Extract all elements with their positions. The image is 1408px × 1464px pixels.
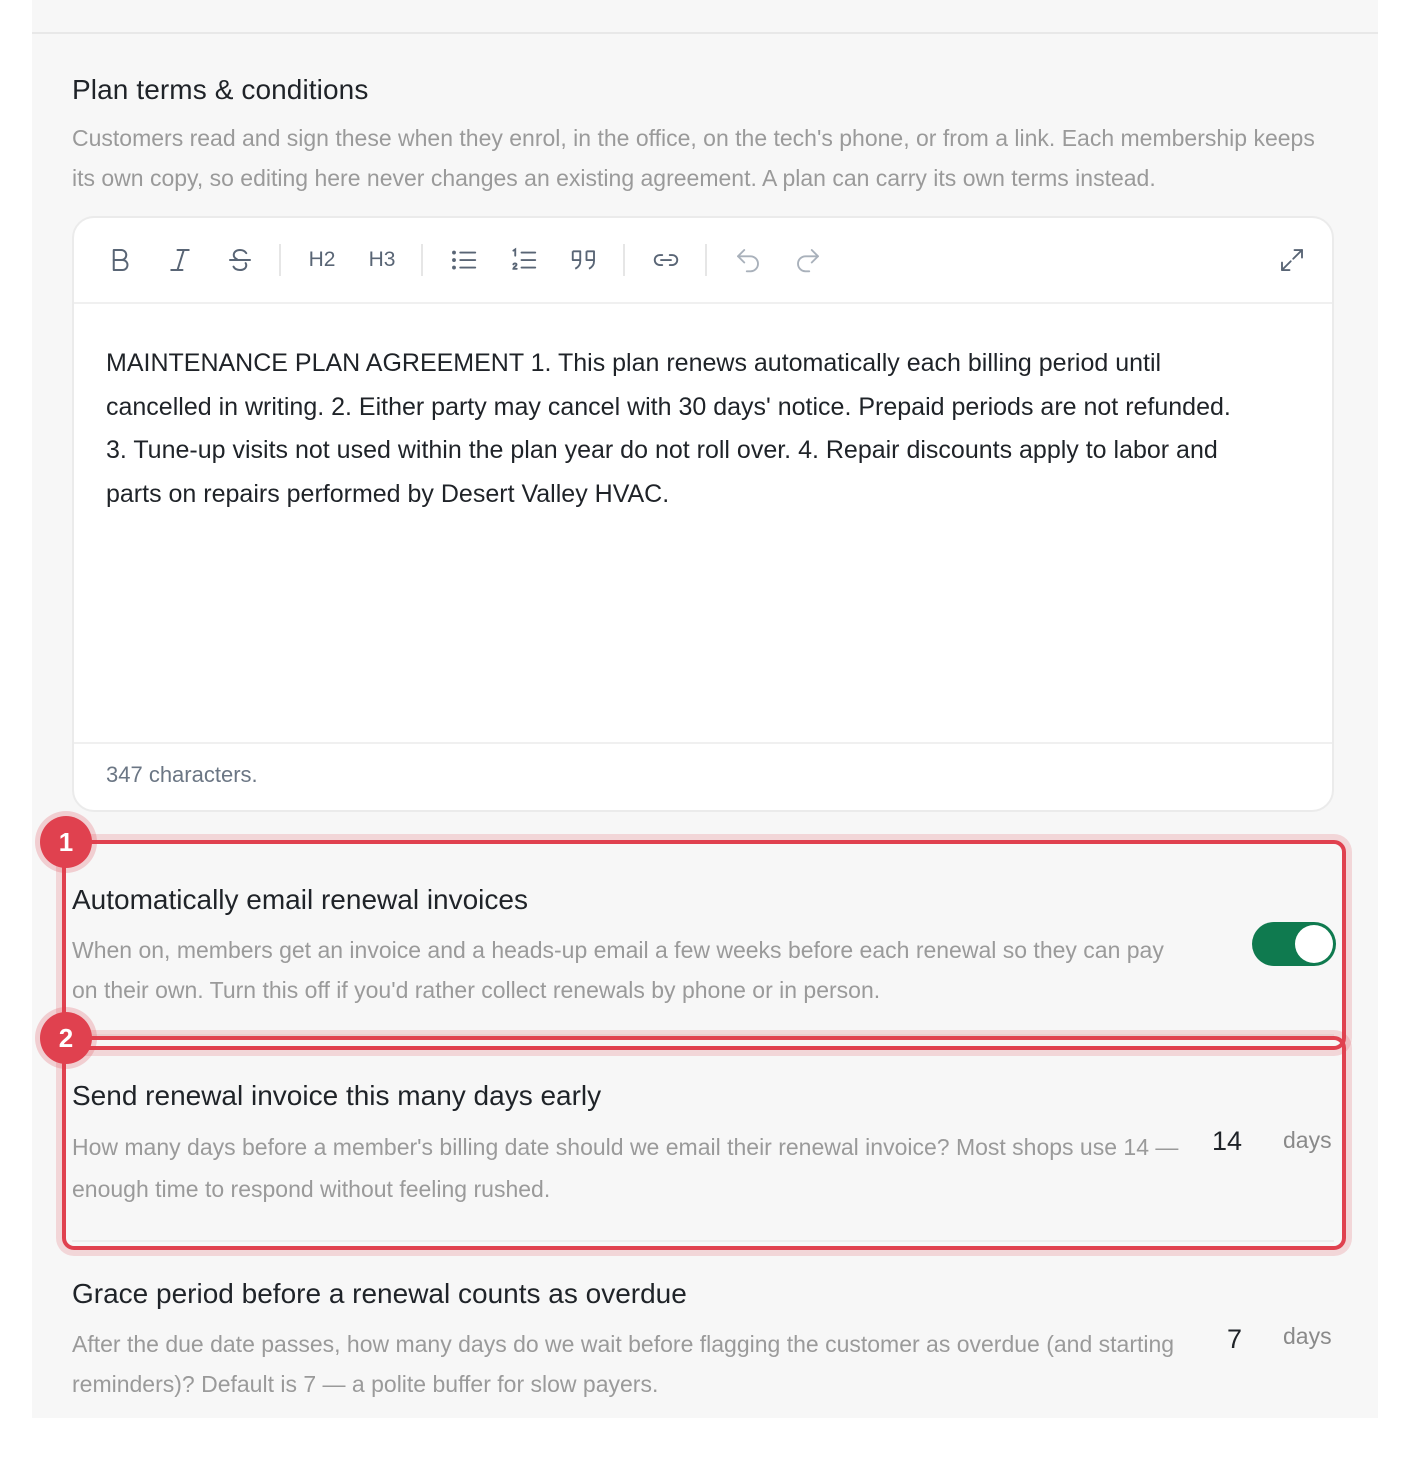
setting-description-days-early: How many days before a member's billing date should we email their renewal invoice? Most shops use 14 — enough time to respond without feeling rushed. bbox=[72, 1134, 1179, 1202]
terms-section-description: Customers read and sign these when they enrol, in the office, on the tech's phone, or from a link. Each membership keeps its own copy, so editing here never changes an existing agreement. A plan can carry its own terms instead. bbox=[72, 125, 1315, 191]
quote-icon[interactable] bbox=[564, 240, 604, 280]
undo-icon[interactable] bbox=[728, 240, 768, 280]
redo-icon[interactable] bbox=[788, 240, 828, 280]
days-early-unit: days bbox=[1283, 1127, 1332, 1153]
annotation-badge-2: 2 bbox=[40, 1012, 92, 1064]
heading-2-label: H2 bbox=[308, 248, 336, 271]
strikethrough-icon[interactable] bbox=[220, 240, 260, 280]
editor-toolbar bbox=[74, 218, 1332, 304]
bold-icon[interactable] bbox=[100, 240, 140, 280]
setting-title-days-early: Send renewal invoice this many days early bbox=[72, 1080, 602, 1111]
days-early-input[interactable]: 14 bbox=[1211, 1126, 1242, 1156]
setting-description-grace-period: After the due date passes, how many days do we wait before flagging the customer as overdue (and starting reminders)? Default is 7 — a polite buffer for slow payers. bbox=[72, 1331, 1175, 1397]
heading-3-label: H3 bbox=[368, 248, 396, 271]
expand-icon[interactable] bbox=[1272, 240, 1312, 280]
setting-title-grace-period: Grace period before a renewal counts as overdue bbox=[72, 1278, 687, 1309]
toolbar-separator bbox=[421, 244, 423, 276]
link-icon[interactable] bbox=[646, 240, 686, 280]
settings-panel bbox=[32, 0, 1378, 1418]
divider bbox=[32, 32, 1378, 34]
grace-period-input[interactable]: 7 bbox=[1226, 1324, 1242, 1354]
ordered-list-icon[interactable] bbox=[504, 240, 544, 280]
setting-title-auto-email: Automatically email renewal invoices bbox=[72, 884, 528, 915]
rich-text-editor[interactable] bbox=[72, 216, 1334, 812]
character-count: 347 characters. bbox=[106, 762, 258, 787]
heading-3-button[interactable] bbox=[362, 240, 402, 280]
editor-footer bbox=[74, 742, 1332, 810]
row-divider bbox=[72, 1034, 1334, 1036]
toolbar-separator bbox=[705, 244, 707, 276]
toolbar-separator bbox=[279, 244, 281, 276]
terms-section-title: Plan terms & conditions bbox=[72, 74, 369, 105]
grace-period-unit: days bbox=[1283, 1323, 1332, 1349]
bullet-list-icon[interactable] bbox=[444, 240, 484, 280]
setting-description-auto-email: When on, members get an invoice and a heads-up email a few weeks before each renewal so they can pay on their own. Turn this off if you'd rather collect renewals by phone or in person. bbox=[72, 937, 1164, 1003]
annotation-badge-1: 1 bbox=[40, 816, 92, 868]
toggle-knob bbox=[1295, 925, 1333, 963]
toolbar-separator bbox=[623, 244, 625, 276]
auto-email-toggle[interactable] bbox=[1252, 922, 1336, 966]
editor-content[interactable]: MAINTENANCE PLAN AGREEMENT 1. This plan renews automatically each billing period until cancelled in writing. 2. Either party may cancel with 30 days' notice. Prepaid periods are not refunded. 3. Tune-up visits not used within the plan year do not roll over. 4. Repair discounts apply to labor and parts on repairs performed by Desert Valley HVAC. bbox=[106, 349, 1231, 508]
heading-2-button[interactable] bbox=[302, 240, 342, 280]
italic-icon[interactable] bbox=[160, 240, 200, 280]
row-divider bbox=[72, 1240, 1334, 1242]
